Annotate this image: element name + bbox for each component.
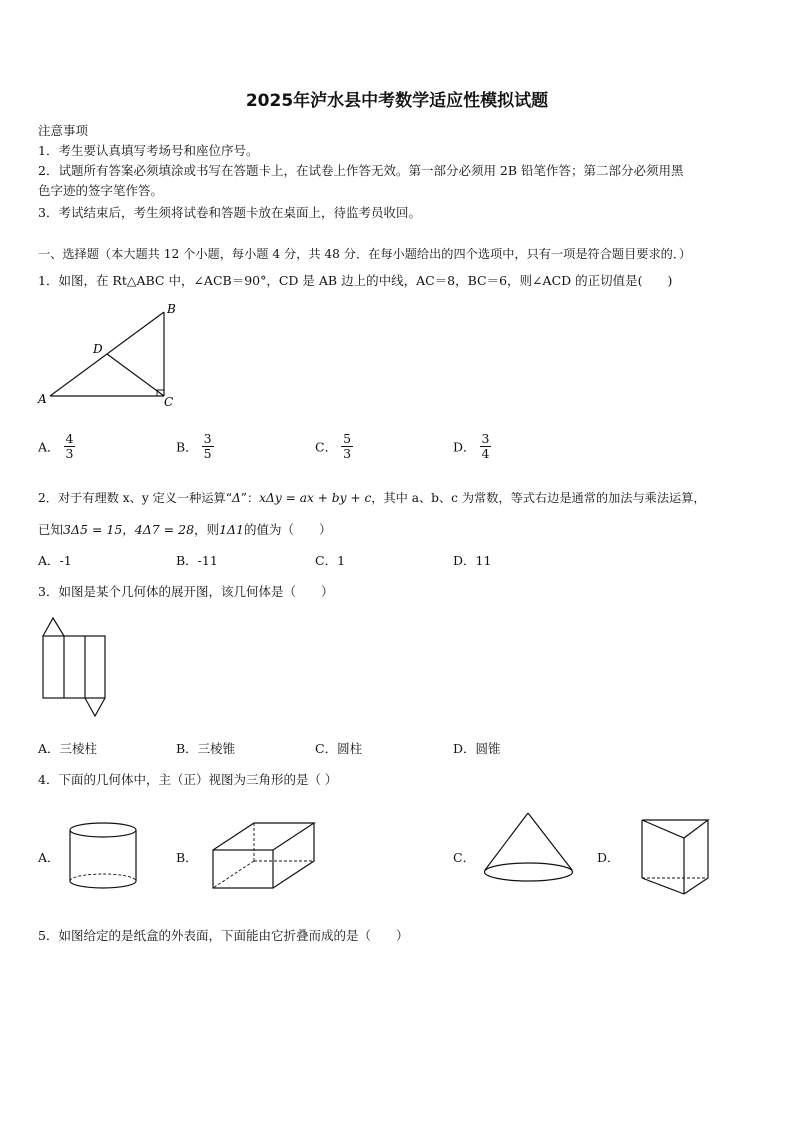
q3-option-c: C．圆柱 bbox=[315, 741, 363, 756]
q1-option-b: B． $\frac{3}{5}$ bbox=[176, 431, 212, 461]
q4-cuboid-figure bbox=[208, 818, 320, 894]
page-title: 2025年泸水县中考数学适应性模拟试题 bbox=[245, 91, 549, 111]
notice-heading: 注意事项 bbox=[38, 123, 89, 138]
q3-net-figure bbox=[40, 616, 110, 720]
q2-option-d: D．11 bbox=[453, 553, 492, 568]
vertex-label-d: D bbox=[93, 342, 103, 356]
section-heading: 一、选择题（本大题共 12 个小题，每小题 4 分，共 48 分．在每小题给出的四个选项中，只有一项是符合题目要求的．） bbox=[38, 247, 692, 261]
notice-item-2: 2．试题所有答案必须填涂或书写在答题卡上，在试卷上作答无效。第一部分必须用 2B 铅笔作答；第二部分必须用黑 bbox=[38, 163, 684, 178]
q2-option-a: A．-1 bbox=[38, 553, 72, 568]
vertex-label-b: B bbox=[167, 302, 176, 316]
question-1-text: 1．如图，在 Rt△ABC 中，∠ACB＝90°，CD 是 AB 边上的中线，AC＝8，BC＝6，则∠ACD 的正切值是( ) bbox=[38, 273, 673, 288]
q3-option-d: D．圆锥 bbox=[453, 741, 501, 756]
q4-option-c-label: C． bbox=[453, 850, 476, 865]
question-4-text: 4．下面的几何体中，主（正）视图为三角形的是（ ） bbox=[38, 772, 338, 787]
q3-option-b: B．三棱锥 bbox=[176, 741, 236, 756]
q1-option-d: D． $\frac{3}{4}$ bbox=[453, 431, 490, 461]
q1-triangle-figure bbox=[36, 302, 186, 412]
q2-option-b: B．-11 bbox=[176, 553, 218, 568]
vertex-label-c: C bbox=[164, 395, 174, 409]
q1-option-c: C． $\frac{5}{3}$ bbox=[315, 431, 352, 461]
vertex-label-a: A bbox=[38, 392, 47, 406]
notice-item-1: 1．考生要认真填写考场号和座位序号。 bbox=[38, 143, 259, 158]
q3-option-a: A．三棱柱 bbox=[38, 741, 98, 756]
q4-option-a-label: A． bbox=[38, 850, 60, 865]
q4-triangular-prism-figure bbox=[638, 814, 718, 898]
q2-option-c: C．1 bbox=[315, 553, 346, 568]
q4-cone-figure bbox=[480, 810, 580, 888]
notice-item-3: 3．考试结束后，考生须将试卷和答题卡放在桌面上，待监考员收回。 bbox=[38, 205, 421, 220]
question-3-text: 3．如图是某个几何体的展开图，该几何体是（ ） bbox=[38, 584, 334, 599]
q4-option-b-label: B． bbox=[176, 850, 198, 865]
q4-option-d-label: D． bbox=[597, 850, 620, 865]
notice-item-2-cont: 色字迹的签字笔作答。 bbox=[38, 183, 164, 198]
question-2-line-1: 2．对于有理数 x、y 定义一种运算“Δ”：xΔy = ax + by + c，其中 a、b、c 为常数，等式右边是通常的加法与乘法运算， bbox=[38, 491, 706, 505]
q1-option-a: A． $\frac{4}{3}$ bbox=[38, 431, 74, 461]
q4-cylinder-figure bbox=[66, 820, 140, 894]
question-2-line-2: 已知3Δ5 = 15，4Δ7 = 28，则1Δ1的值为（ ） bbox=[38, 522, 332, 537]
question-5-text: 5．如图给定的是纸盒的外表面，下面能由它折叠而成的是（ ） bbox=[38, 928, 409, 943]
